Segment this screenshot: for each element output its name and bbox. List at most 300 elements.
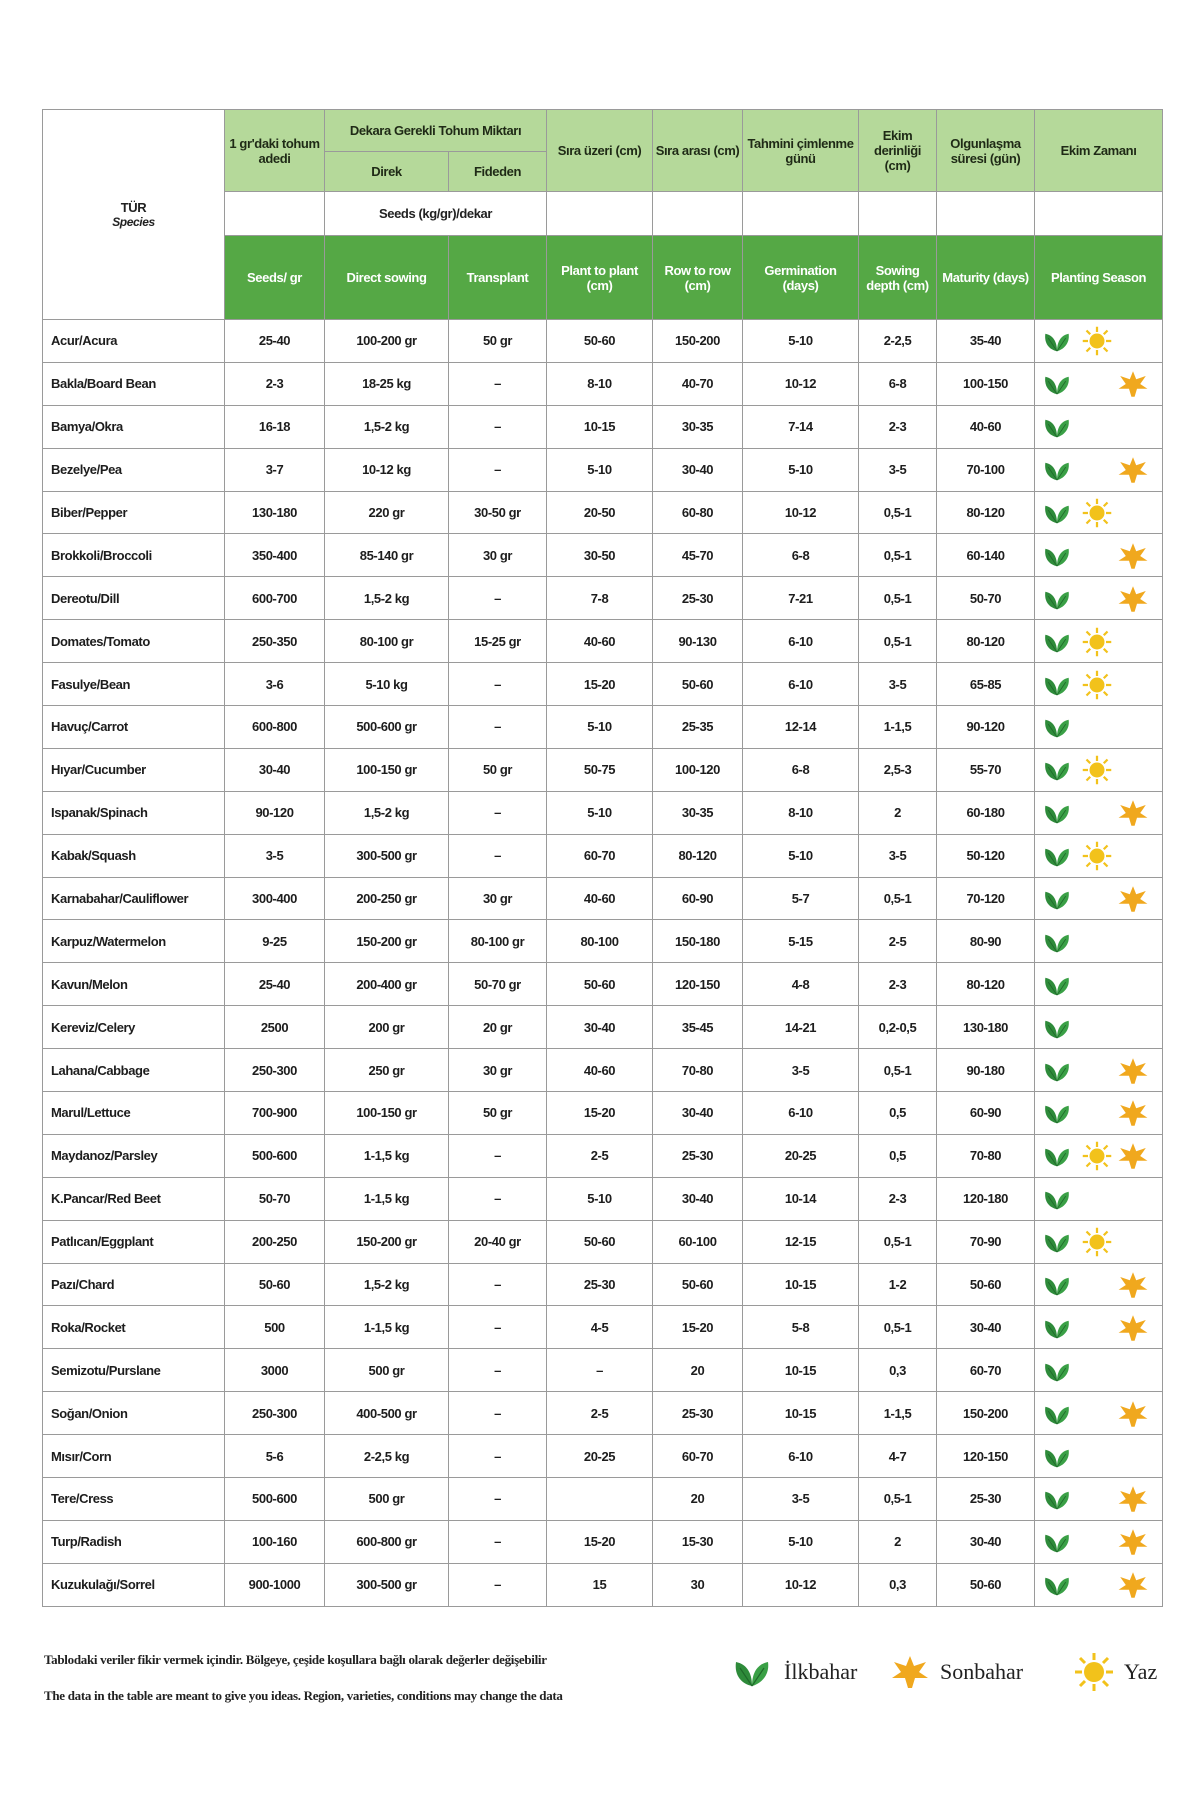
maturity-cell: 80-120: [937, 491, 1035, 534]
table-row: [43, 1306, 1163, 1349]
season-icons: [1037, 1050, 1160, 1091]
table-row: [43, 963, 1163, 1006]
sowing-depth-cell: 0,3: [859, 1349, 937, 1392]
plant-to-plant-cell: 7-8: [547, 577, 653, 620]
sowing-depth-cell: 2: [859, 1520, 937, 1563]
autumn-leaf-icon: [1117, 1141, 1149, 1171]
legend-summer: [1074, 1652, 1157, 1692]
row-to-row-cell: 20: [653, 1349, 743, 1392]
table-row: [43, 706, 1163, 749]
maturity-cell: 100-150: [937, 362, 1035, 405]
direct-sowing-cell: 300-500 gr: [325, 1563, 449, 1606]
species-name-cell: Kuzukulağı/Sorrel: [43, 1563, 225, 1606]
leaf-icon: [1041, 369, 1073, 399]
sowing-depth-cell: 0,5-1: [859, 577, 937, 620]
species-name-cell: Karnabahar/Cauliflower: [43, 877, 225, 920]
germination-cell: 7-21: [743, 577, 859, 620]
maturity-cell: 60-140: [937, 534, 1035, 577]
planting-season-cell: [1035, 362, 1163, 405]
leaf-icon: [1041, 884, 1073, 914]
direct-sowing-cell: 200-250 gr: [325, 877, 449, 920]
seeds-per-gram-cell: 3-5: [225, 834, 325, 877]
seeds-per-gram-cell: 200-250: [225, 1220, 325, 1263]
planting-season-cell: [1035, 1263, 1163, 1306]
germination-cell: 10-15: [743, 1349, 859, 1392]
seeds-per-gram-cell: 130-180: [225, 491, 325, 534]
direct-sowing-cell: 100-200 gr: [325, 320, 449, 363]
row-to-row-cell: 35-45: [653, 1006, 743, 1049]
plant-to-plant-cell: 30-50: [547, 534, 653, 577]
season-icons: [1037, 1178, 1160, 1219]
row-to-row-cell: 30-35: [653, 405, 743, 448]
row-to-row-cell: 100-120: [653, 748, 743, 791]
transplant-cell: –: [449, 663, 547, 706]
transplant-cell: –: [449, 1177, 547, 1220]
direct-sowing-cell: 5-10 kg: [325, 663, 449, 706]
season-icons: [1037, 1135, 1160, 1176]
sowing-depth-cell: 1-2: [859, 1263, 937, 1306]
legend-summer-label: Yaz: [1124, 1659, 1158, 1684]
maturity-cell: 120-180: [937, 1177, 1035, 1220]
transplant-cell: –: [449, 1306, 547, 1349]
leaf-icon: [1041, 798, 1073, 828]
plant-to-plant-cell: 8-10: [547, 362, 653, 405]
seeds-per-gram-cell: 500: [225, 1306, 325, 1349]
planting-season-cell: [1035, 1478, 1163, 1521]
species-name-cell: Karpuz/Watermelon: [43, 920, 225, 963]
species-name-cell: Ispanak/Spinach: [43, 791, 225, 834]
plant-to-plant-cell: 4-5: [547, 1306, 653, 1349]
transplant-cell: 50 gr: [449, 320, 547, 363]
season-icons: [1037, 535, 1160, 576]
direct-sowing-cell: 10-12 kg: [325, 448, 449, 491]
table-row: [43, 877, 1163, 920]
leaf-icon: [1041, 841, 1073, 871]
season-icons: [1037, 1436, 1160, 1477]
species-name-cell: Bezelye/Pea: [43, 448, 225, 491]
maturity-cell: 35-40: [937, 320, 1035, 363]
season-icons: [1037, 792, 1160, 833]
planting-season-header-en: Planting Season: [1035, 236, 1163, 320]
direct-sowing-cell: 85-140 gr: [325, 534, 449, 577]
plant-to-plant-cell: 15-20: [547, 1092, 653, 1135]
species-name-cell: Kabak/Squash: [43, 834, 225, 877]
sun-icon: [1081, 326, 1113, 356]
season-icons: [1037, 1007, 1160, 1048]
sowing-depth-cell: 2: [859, 791, 937, 834]
germination-cell: 12-15: [743, 1220, 859, 1263]
plant-to-plant-cell: 40-60: [547, 1049, 653, 1092]
leaf-icon: [1041, 1313, 1073, 1343]
species-name-cell: Soğan/Onion: [43, 1392, 225, 1435]
transplant-cell: –: [449, 791, 547, 834]
table-row: [43, 834, 1163, 877]
species-name-cell: Lahana/Cabbage: [43, 1049, 225, 1092]
row-to-row-cell: 25-30: [653, 577, 743, 620]
direct-sowing-cell: 500 gr: [325, 1349, 449, 1392]
species-name-cell: Tere/Cress: [43, 1478, 225, 1521]
row-to-row-cell: 40-70: [653, 362, 743, 405]
seeds-per-gram-header-tr: 1 gr'daki tohum adedi: [225, 110, 325, 192]
seeds-per-gram-cell: 250-350: [225, 620, 325, 663]
sowing-depth-cell: 0,5-1: [859, 1306, 937, 1349]
seeds-per-gram-cell: 900-1000: [225, 1563, 325, 1606]
germination-cell: 5-8: [743, 1306, 859, 1349]
seed-amount-header-tr: Dekara Gerekli Tohum Miktarı: [325, 110, 547, 152]
sowing-depth-cell: 2-3: [859, 405, 937, 448]
legend-autumn-label: Sonbahar: [940, 1659, 1024, 1684]
planting-season-cell: [1035, 963, 1163, 1006]
planting-season-cell: [1035, 1349, 1163, 1392]
planting-season-cell: [1035, 577, 1163, 620]
transplant-cell: 20 gr: [449, 1006, 547, 1049]
season-icons: [1037, 921, 1160, 962]
season-icons: [1037, 578, 1160, 619]
planting-time-header-tr: Ekim Zamanı: [1035, 110, 1163, 192]
germination-cell: 5-10: [743, 448, 859, 491]
species-name-cell: Fasulye/Bean: [43, 663, 225, 706]
autumn-leaf-icon: [1117, 541, 1149, 571]
planting-season-cell: [1035, 748, 1163, 791]
maturity-cell: 70-90: [937, 1220, 1035, 1263]
autumn-leaf-icon: [1117, 1098, 1149, 1128]
planting-season-cell: [1035, 448, 1163, 491]
direct-sowing-cell: 150-200 gr: [325, 1220, 449, 1263]
blank-cell: [225, 192, 325, 236]
row-to-row-cell: 15-30: [653, 1520, 743, 1563]
season-icons: [1037, 1264, 1160, 1305]
plant-to-plant-cell: 60-70: [547, 834, 653, 877]
seeds-per-gram-cell: 250-300: [225, 1392, 325, 1435]
season-icons: [1037, 363, 1160, 404]
seeds-per-gram-cell: 90-120: [225, 791, 325, 834]
maturity-cell: 130-180: [937, 1006, 1035, 1049]
direct-sowing-cell: 80-100 gr: [325, 620, 449, 663]
planting-season-cell: [1035, 534, 1163, 577]
plant-to-plant-cell: 2-5: [547, 1392, 653, 1435]
planting-season-cell: [1035, 1306, 1163, 1349]
transplant-cell: 30-50 gr: [449, 491, 547, 534]
germination-cell: 7-14: [743, 405, 859, 448]
leaf-icon: [1041, 712, 1073, 742]
leaf-icon: [1041, 1056, 1073, 1086]
autumn-leaf-icon: [1117, 1056, 1149, 1086]
germination-cell: 6-8: [743, 748, 859, 791]
seeds-per-gram-cell: 350-400: [225, 534, 325, 577]
direct-sowing-cell: 1,5-2 kg: [325, 577, 449, 620]
row-to-row-cell: 60-70: [653, 1435, 743, 1478]
table-row: [43, 1563, 1163, 1606]
leaf-icon: [1041, 1442, 1073, 1472]
direct-sowing-cell: 200 gr: [325, 1006, 449, 1049]
leaf-icon: [1041, 670, 1073, 700]
planting-season-cell: [1035, 320, 1163, 363]
row-to-row-cell: 30-40: [653, 1092, 743, 1135]
maturity-cell: 50-120: [937, 834, 1035, 877]
seeds-per-gram-cell: 2-3: [225, 362, 325, 405]
species-name-cell: Turp/Radish: [43, 1520, 225, 1563]
row-to-row-cell: 25-30: [653, 1392, 743, 1435]
season-icons: [1037, 664, 1160, 705]
maturity-cell: 25-30: [937, 1478, 1035, 1521]
plant-to-plant-cell: 25-30: [547, 1263, 653, 1306]
species-header-en: Species: [112, 215, 155, 229]
germination-header-tr: Tahmini çimlenme günü: [743, 110, 859, 192]
seeds-per-gram-cell: 700-900: [225, 1092, 325, 1135]
sowing-depth-cell: 2-3: [859, 963, 937, 1006]
maturity-cell: 50-60: [937, 1263, 1035, 1306]
planting-season-cell: [1035, 1520, 1163, 1563]
legend-spring: [730, 1652, 857, 1692]
germination-cell: 12-14: [743, 706, 859, 749]
row-to-row-header-tr: Sıra arası (cm): [653, 110, 743, 192]
blank-cell: [1035, 192, 1163, 236]
planting-season-cell: [1035, 620, 1163, 663]
planting-season-cell: [1035, 1134, 1163, 1177]
germination-cell: 6-8: [743, 534, 859, 577]
legend-autumn: [890, 1652, 1023, 1692]
leaf-icon: [1041, 1141, 1073, 1171]
direct-sowing-cell: 1-1,5 kg: [325, 1177, 449, 1220]
transplant-cell: –: [449, 1478, 547, 1521]
blank-cell: [743, 192, 859, 236]
direct-sowing-cell: 500-600 gr: [325, 706, 449, 749]
transplant-cell: 30 gr: [449, 877, 547, 920]
germination-cell: 5-15: [743, 920, 859, 963]
row-to-row-cell: 50-60: [653, 1263, 743, 1306]
leaf-icon: [1041, 1570, 1073, 1600]
season-icons: [1037, 835, 1160, 876]
row-to-row-cell: 25-35: [653, 706, 743, 749]
row-to-row-cell: 60-90: [653, 877, 743, 920]
maturity-cell: 80-120: [937, 963, 1035, 1006]
planting-season-cell: [1035, 1092, 1163, 1135]
row-to-row-cell: 90-130: [653, 620, 743, 663]
seeds-per-gram-cell: 16-18: [225, 405, 325, 448]
sun-icon: [1081, 1227, 1113, 1257]
table-row: [43, 534, 1163, 577]
plant-to-plant-cell: 50-75: [547, 748, 653, 791]
sowing-depth-cell: 6-8: [859, 362, 937, 405]
species-name-cell: Domates/Tomato: [43, 620, 225, 663]
direct-sowing-cell: 200-400 gr: [325, 963, 449, 1006]
seeds-per-gram-cell: 3-7: [225, 448, 325, 491]
plant-to-plant-cell: 20-25: [547, 1435, 653, 1478]
sun-icon: [1081, 1141, 1113, 1171]
direct-sowing-cell: 400-500 gr: [325, 1392, 449, 1435]
transplant-cell: –: [449, 1435, 547, 1478]
germination-cell: 10-12: [743, 362, 859, 405]
table-row: [43, 1520, 1163, 1563]
seeds-per-gram-cell: 30-40: [225, 748, 325, 791]
row-to-row-cell: 20: [653, 1478, 743, 1521]
germination-cell: 6-10: [743, 1435, 859, 1478]
season-icons: [1037, 878, 1160, 919]
row-to-row-cell: 120-150: [653, 963, 743, 1006]
planting-season-cell: [1035, 791, 1163, 834]
autumn-leaf-icon: [1117, 1270, 1149, 1300]
seeds-per-gram-cell: 50-70: [225, 1177, 325, 1220]
row-to-row-cell: 30-40: [653, 1177, 743, 1220]
transplant-cell: –: [449, 362, 547, 405]
planting-season-cell: [1035, 1177, 1163, 1220]
species-name-cell: Biber/Pepper: [43, 491, 225, 534]
season-icons: [1037, 964, 1160, 1005]
table-row: [43, 1263, 1163, 1306]
direct-sowing-cell: 1,5-2 kg: [325, 791, 449, 834]
plant-to-plant-cell: 5-10: [547, 791, 653, 834]
direct-header-tr: Direk: [325, 152, 449, 192]
planting-table: [42, 109, 1163, 1607]
seeds-per-gram-cell: 300-400: [225, 877, 325, 920]
species-name-cell: Marul/Lettuce: [43, 1092, 225, 1135]
sowing-depth-cell: 2,5-3: [859, 748, 937, 791]
species-name-cell: Kavun/Melon: [43, 963, 225, 1006]
row-to-row-cell: 60-80: [653, 491, 743, 534]
species-name-cell: Patlıcan/Eggplant: [43, 1220, 225, 1263]
germination-cell: 6-10: [743, 620, 859, 663]
leaf-icon: [1041, 412, 1073, 442]
direct-sowing-cell: 100-150 gr: [325, 748, 449, 791]
table-row: [43, 748, 1163, 791]
maturity-cell: 50-70: [937, 577, 1035, 620]
table-row: [43, 1134, 1163, 1177]
plant-to-plant-cell: 20-50: [547, 491, 653, 534]
species-name-cell: Bakla/Board Bean: [43, 362, 225, 405]
germination-cell: 10-12: [743, 1563, 859, 1606]
leaf-icon: [1041, 541, 1073, 571]
planting-season-cell: [1035, 1435, 1163, 1478]
sowing-depth-cell: 2-5: [859, 920, 937, 963]
germination-cell: 6-10: [743, 663, 859, 706]
maturity-cell: 60-70: [937, 1349, 1035, 1392]
blank-cell: [547, 192, 653, 236]
table-row: [43, 1049, 1163, 1092]
row-to-row-cell: 30: [653, 1563, 743, 1606]
germination-cell: 14-21: [743, 1006, 859, 1049]
direct-sowing-cell: 250 gr: [325, 1049, 449, 1092]
autumn-leaf-icon: [1117, 1570, 1149, 1600]
germination-cell: 10-12: [743, 491, 859, 534]
autumn-leaf-icon: [1117, 1484, 1149, 1514]
maturity-cell: 65-85: [937, 663, 1035, 706]
germination-cell: 4-8: [743, 963, 859, 1006]
leaf-icon: [1041, 1227, 1073, 1257]
table-row: [43, 791, 1163, 834]
direct-sowing-cell: 1-1,5 kg: [325, 1134, 449, 1177]
transplant-cell: 50 gr: [449, 1092, 547, 1135]
maturity-header-tr: Olgunlaşma süresi (gün): [937, 110, 1035, 192]
planting-season-cell: [1035, 405, 1163, 448]
leaf-icon: [1041, 1356, 1073, 1386]
germination-cell: 5-10: [743, 320, 859, 363]
sowing-depth-cell: 3-5: [859, 663, 937, 706]
transplant-cell: –: [449, 448, 547, 491]
leaf-icon: [1041, 970, 1073, 1000]
direct-sowing-cell: 1,5-2 kg: [325, 405, 449, 448]
species-name-cell: Hıyar/Cucumber: [43, 748, 225, 791]
sowing-depth-header-en: Sowing depth (cm): [859, 236, 937, 320]
sowing-depth-cell: 1-1,5: [859, 706, 937, 749]
species-name-cell: Semizotu/Purslane: [43, 1349, 225, 1392]
seeds-unit-label: Seeds (kg/gr)/dekar: [325, 192, 547, 236]
plant-to-plant-cell: 2-5: [547, 1134, 653, 1177]
seeds-per-gram-cell: 100-160: [225, 1520, 325, 1563]
sun-icon: [1081, 670, 1113, 700]
season-icons: [1037, 1564, 1160, 1605]
sun-icon: [1074, 1652, 1114, 1692]
sowing-depth-cell: 4-7: [859, 1435, 937, 1478]
maturity-cell: 80-120: [937, 620, 1035, 663]
row-to-row-cell: 150-200: [653, 320, 743, 363]
plant-to-plant-cell: 50-60: [547, 320, 653, 363]
leaf-icon: [1041, 1184, 1073, 1214]
maturity-cell: 60-90: [937, 1092, 1035, 1135]
sun-icon: [1081, 498, 1113, 528]
table-row: [43, 1349, 1163, 1392]
table-row: [43, 448, 1163, 491]
germination-cell: 5-7: [743, 877, 859, 920]
autumn-leaf-icon: [1117, 884, 1149, 914]
row-to-row-cell: 80-120: [653, 834, 743, 877]
plant-to-plant-cell: 5-10: [547, 1177, 653, 1220]
transplant-cell: 20-40 gr: [449, 1220, 547, 1263]
sowing-depth-cell: 0,5-1: [859, 1049, 937, 1092]
autumn-leaf-icon: [1117, 1399, 1149, 1429]
direct-sowing-cell: 150-200 gr: [325, 920, 449, 963]
leaf-icon: [1041, 455, 1073, 485]
germination-cell: 8-10: [743, 791, 859, 834]
table-row: [43, 1006, 1163, 1049]
leaf-icon: [1041, 627, 1073, 657]
plant-to-plant-cell: 15: [547, 1563, 653, 1606]
direct-sowing-cell: 1-1,5 kg: [325, 1306, 449, 1349]
leaf-icon: [1041, 927, 1073, 957]
species-name-cell: Dereotu/Dill: [43, 577, 225, 620]
planting-season-cell: [1035, 920, 1163, 963]
sowing-depth-cell: 0,5-1: [859, 1220, 937, 1263]
leaf-icon: [1041, 1098, 1073, 1128]
sun-icon: [1081, 627, 1113, 657]
transplant-cell: –: [449, 706, 547, 749]
table-row: [43, 1478, 1163, 1521]
species-name-cell: Kereviz/Celery: [43, 1006, 225, 1049]
season-icons: [1037, 706, 1160, 747]
table-row: [43, 1177, 1163, 1220]
germination-cell: 10-15: [743, 1263, 859, 1306]
autumn-leaf-icon: [1117, 798, 1149, 828]
seeds-per-gram-cell: 250-300: [225, 1049, 325, 1092]
seeds-per-gram-cell: 500-600: [225, 1478, 325, 1521]
season-icons: [1037, 1478, 1160, 1519]
transplant-cell: –: [449, 834, 547, 877]
direct-sowing-cell: 18-25 kg: [325, 362, 449, 405]
autumn-leaf-icon: [1117, 1527, 1149, 1557]
maturity-cell: 90-120: [937, 706, 1035, 749]
seeds-per-gram-cell: 500-600: [225, 1134, 325, 1177]
sowing-depth-header-tr: Ekim derinliği (cm): [859, 110, 937, 192]
sowing-depth-cell: 0,3: [859, 1563, 937, 1606]
table-row: [43, 1092, 1163, 1135]
plant-to-plant-cell: 50-60: [547, 963, 653, 1006]
transplant-cell: –: [449, 1349, 547, 1392]
seeds-per-gram-cell: 2500: [225, 1006, 325, 1049]
species-name-cell: Mısır/Corn: [43, 1435, 225, 1478]
direct-header-en: Direct sowing: [325, 236, 449, 320]
row-to-row-cell: 15-20: [653, 1306, 743, 1349]
plant-to-plant-cell: 5-10: [547, 706, 653, 749]
autumn-leaf-icon: [1117, 369, 1149, 399]
